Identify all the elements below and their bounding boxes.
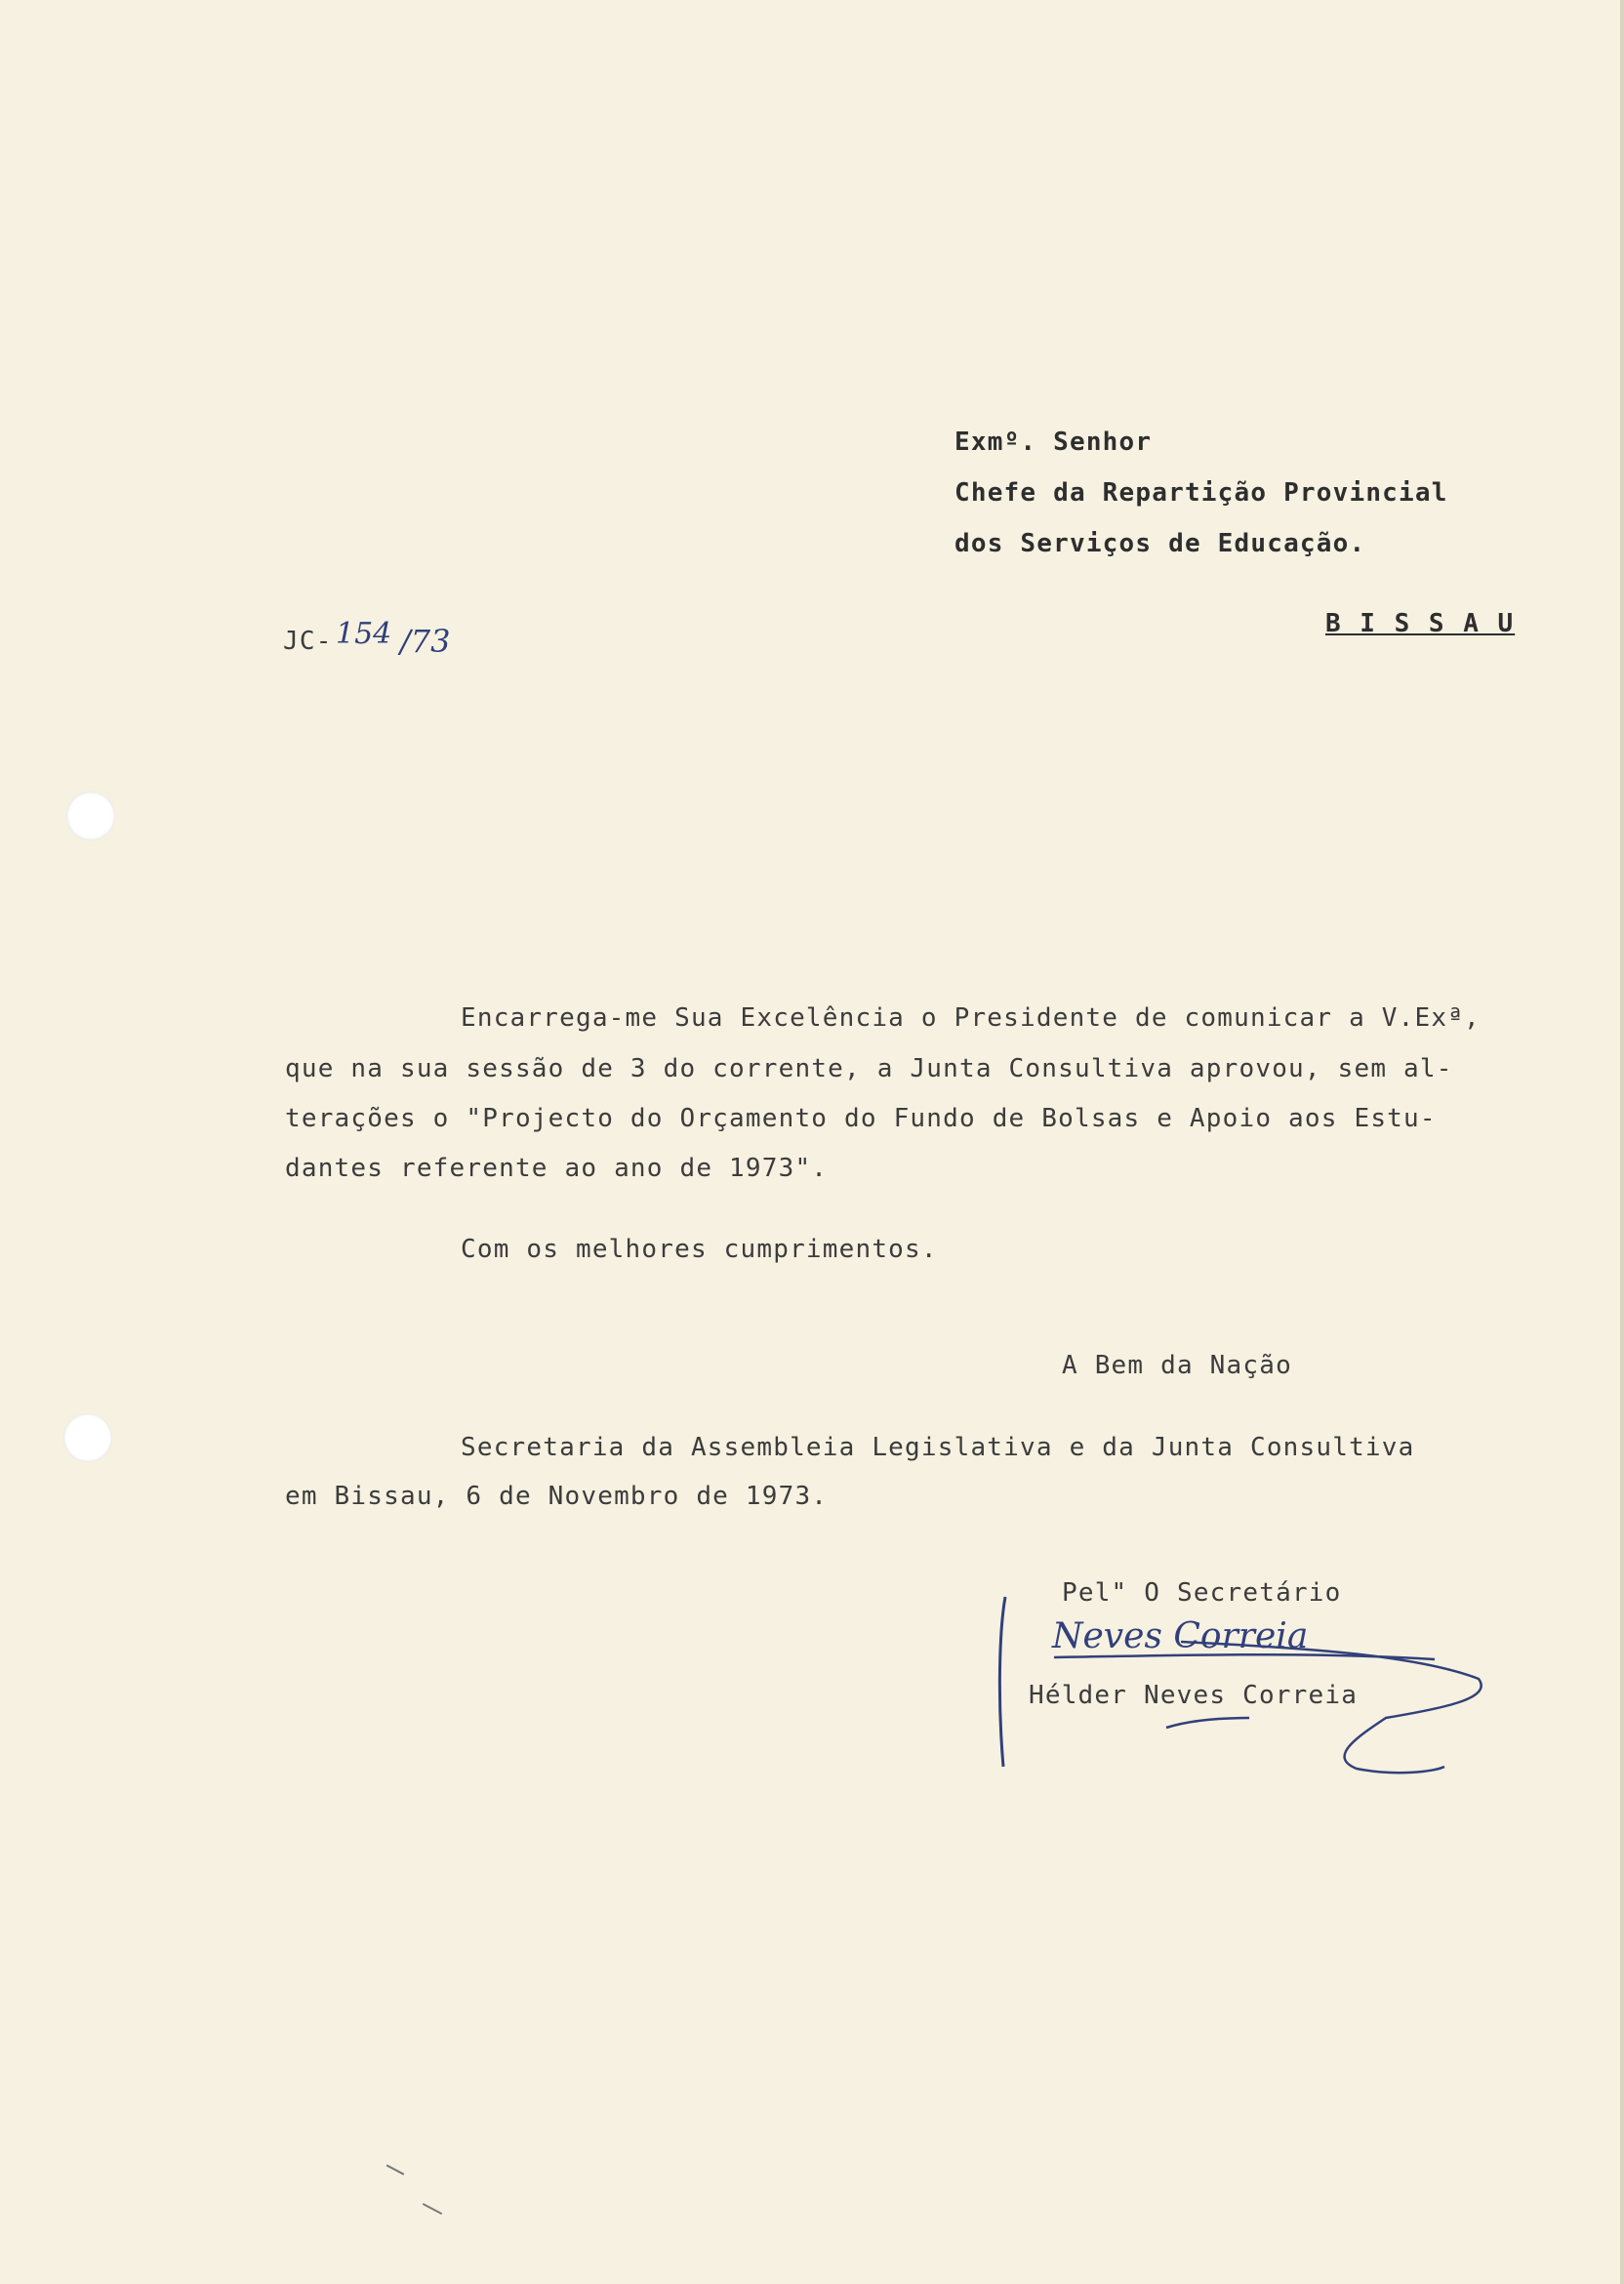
- place-date-line: em Bissau, 6 de Novembro de 1973.: [285, 1482, 829, 1511]
- greeting: Com os melhores cumprimentos.: [461, 1235, 938, 1264]
- signatory-name: Hélder Neves Correia: [1029, 1681, 1359, 1710]
- place-line-1: Secretaria da Assembleia Legislativa e da Junta Consultiva: [461, 1433, 1415, 1462]
- signature-flourish-stroke: [1181, 1642, 1482, 1773]
- reference-number: 154: [336, 617, 392, 651]
- paper-mark: [386, 2164, 405, 2175]
- signature-pen-strokes: [986, 1562, 1513, 1796]
- punch-hole-bottom: [63, 1413, 112, 1462]
- reference-prefix: JC-: [283, 627, 333, 656]
- signature-title: Pel" O Secretário: [1062, 1578, 1342, 1608]
- punch-hole-top: [66, 792, 115, 840]
- addressee-title: Chefe da Repartição Provincial: [954, 478, 1448, 508]
- handwritten-signature: Neves Correia: [1052, 1616, 1309, 1656]
- body-line-1: Encarrega-me Sua Excelência o Presidente de comunicar a V.Exª,: [461, 1003, 1481, 1033]
- closing-motto: A Bem da Nação: [1062, 1351, 1292, 1380]
- reference-year: /73: [400, 623, 451, 660]
- addressee-department: dos Serviços de Educação.: [954, 529, 1366, 558]
- signature-vertical-stroke: [999, 1597, 1005, 1767]
- page-edge: [1620, 0, 1624, 2284]
- addressee-salutation: Exmº. Senhor: [954, 428, 1153, 457]
- body-line-4: dantes referente ao ano de 1973".: [285, 1154, 829, 1183]
- signature-dash-stroke: [1166, 1718, 1249, 1728]
- body-line-2: que na sua sessão de 3 do corrente, a Junta Consultiva aprovou, sem al-: [285, 1054, 1453, 1083]
- addressee-city: B I S S A U: [1325, 609, 1516, 638]
- body-line-3: terações o "Projecto do Orçamento do Fundo de Bolsas e Apoio aos Estu-: [285, 1104, 1437, 1133]
- paper-mark: [423, 2203, 442, 2215]
